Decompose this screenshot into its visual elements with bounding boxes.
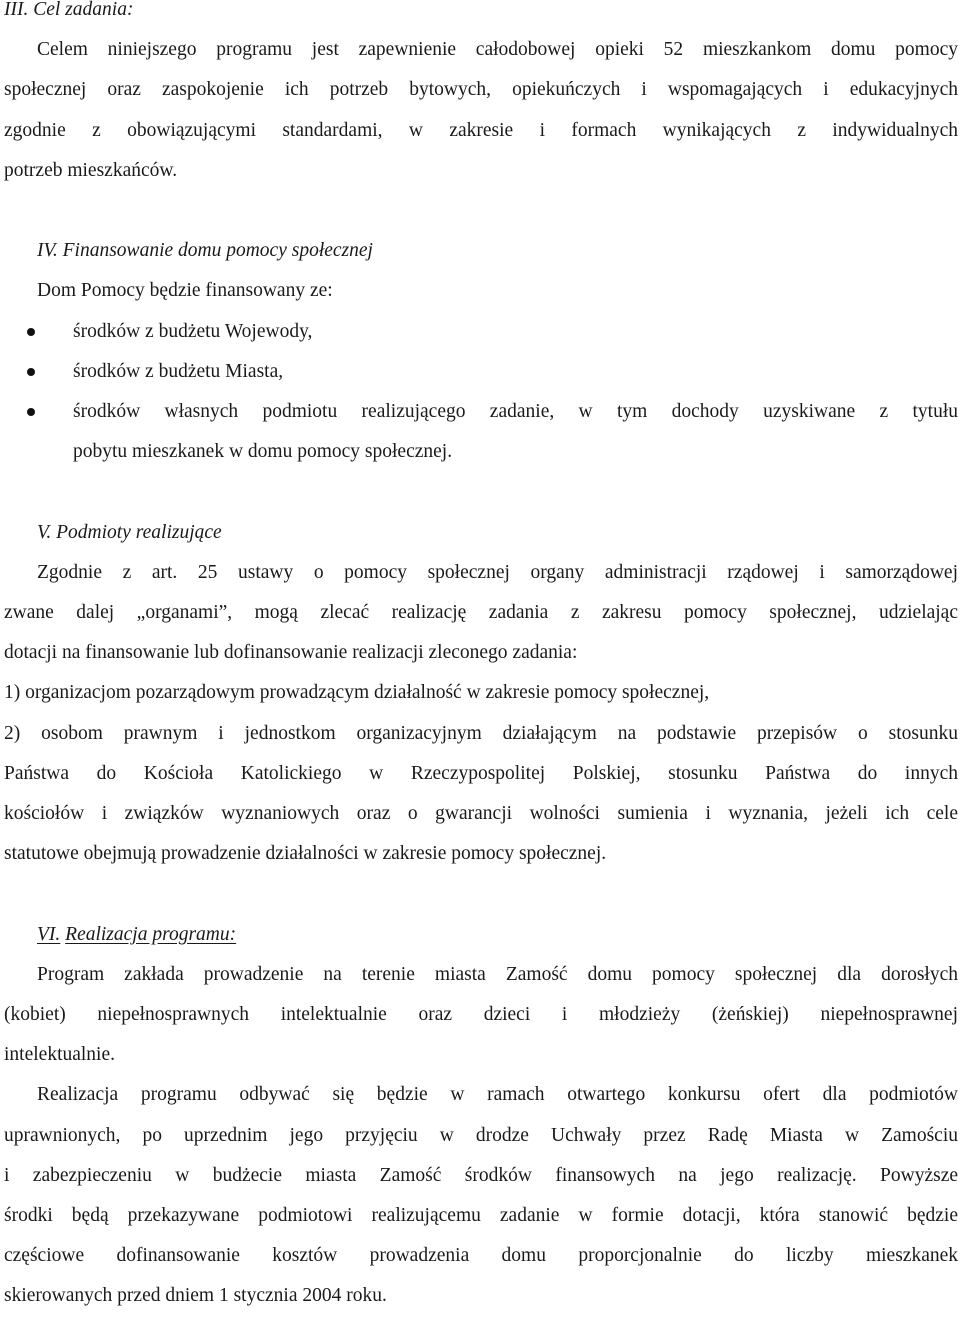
section-5-line: dotacji na finansowanie lub dofinansowanie realizacji zleconego zadania:: [4, 642, 578, 664]
bullet-icon: [27, 408, 35, 416]
document-page: [4, 0, 958, 1317]
section-5-line: kościołów i związków wyznaniowych oraz o gwarancji wolności sumienia i wyznania, jeżeli ich cele: [4, 803, 958, 825]
section-6-heading-text: Realizacja programu:: [65, 923, 237, 945]
spacer: [4, 472, 958, 512]
list-item-text: środków z budżetu Wojewody,: [73, 320, 313, 342]
section-3-heading: III. Cel zadania:: [4, 0, 134, 20]
section-3-line: Celem niniejszego programu jest zapewnienie całodobowej opieki 52 mieszkankom domu pomocy: [37, 39, 958, 61]
section-3-line: zgodnie z obowiązującymi standardami, w zakresie i formach wynikających z indywidualnych: [4, 119, 958, 141]
section-5-line: 1) organizacjom pozarządowym prowadzącym działalność w zakresie pomocy społecznej,: [4, 682, 710, 704]
bullet-icon: [27, 368, 35, 376]
section-6-para2-line: skierowanych przed dniem 1 stycznia 2004 roku.: [4, 1285, 387, 1307]
section-6-para1-line: intelektualnie.: [4, 1044, 116, 1066]
section-6-heading-number: VI.: [37, 923, 61, 945]
spacer: [4, 874, 958, 914]
list-item-text: środków własnych podmiotu realizującego zadanie, w tym dochody uzyskiwane z tytułu: [73, 401, 958, 423]
section-5-line: Państwa do Kościoła Katolickiego w Rzeczypospolitej Polskiej, stosunku Państwa do innych: [4, 762, 958, 784]
section-5-line: 2) osobom prawnym i jednostkom organizacyjnym działającym na podstawie przepisów o stosunku: [4, 722, 958, 744]
list-item: [4, 392, 958, 432]
section-4-heading: IV. Finansowanie domu pomocy społecznej: [37, 240, 373, 262]
list-item: [4, 312, 958, 352]
section-6-para1-line: (kobiet) niepełnosprawnych intelektualnie oraz dzieci i młodzieży (żeńskiej) niepełnosprawnej: [4, 1004, 958, 1026]
section-5-line: statutowe obejmują prowadzenie działalności w zakresie pomocy społecznej.: [4, 843, 607, 865]
list-item-continuation: pobytu mieszkanek w domu pomocy społecznej.: [73, 441, 453, 463]
section-6-heading: [4, 915, 958, 955]
list-item: [4, 352, 958, 392]
bullet-icon: [27, 328, 35, 336]
section-4-intro: Dom Pomocy będzie finansowany ze:: [37, 280, 333, 302]
section-6-para2-line: częściowe dofinansowanie kosztów prowadzenia domu proporcjonalnie do liczby mieszkanek: [4, 1245, 958, 1267]
spacer: [4, 191, 958, 231]
section-6-para2-line: Realizacja programu odbywać się będzie w ramach otwartego konkursu ofert dla podmiotów: [37, 1084, 958, 1106]
section-5-line: zwane dalej „organami”, mogą zlecać realizację zadania z zakresu pomocy społecznej, udzielając: [4, 602, 958, 624]
section-5-line: Zgodnie z art. 25 ustawy o pomocy społecznej organy administracji rządowej i samorządowej: [37, 561, 958, 583]
list-item-text: środków z budżetu Miasta,: [73, 360, 284, 382]
section-6-para2-line: i zabezpieczeniu w budżecie miasta Zamość środków finansowych na jego realizację. Powyższe: [4, 1164, 958, 1186]
section-6-para1-line: Program zakłada prowadzenie na terenie miasta Zamość domu pomocy społecznej dla dorosłych: [37, 963, 958, 985]
section-6-para2-line: środki będą przekazywane podmiotowi realizującemu zadanie w formie dotacji, która stanowić będzie: [4, 1205, 958, 1227]
section-3-line: potrzeb mieszkańców.: [4, 159, 178, 181]
section-5-heading: V. Podmioty realizujące: [37, 521, 222, 543]
section-6-para2-line: uprawnionych, po uprzednim jego przyjęciu w drodze Uchwały przez Radę Miasta w Zamościu: [4, 1124, 958, 1146]
section-3-line: społecznej oraz zaspokojenie ich potrzeb bytowych, opiekuńczych i wspomagających i edukacyjnych: [4, 79, 958, 101]
